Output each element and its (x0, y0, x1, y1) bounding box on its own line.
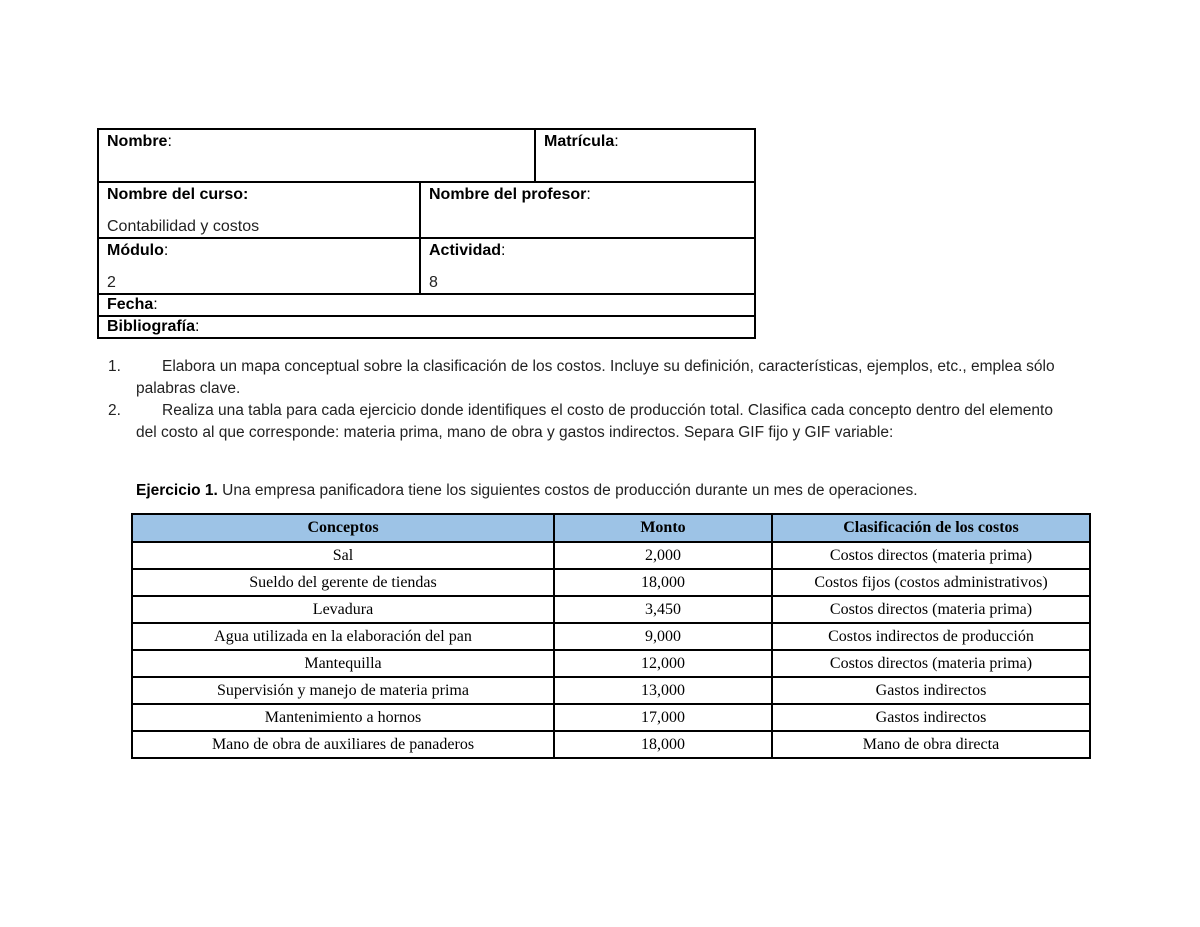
modulo-value: 2 (107, 274, 116, 291)
modulo-colon: : (163, 242, 169, 259)
exercise-intro (136, 482, 918, 500)
matricula-label: Matrícula (544, 133, 615, 150)
monto-cell: 18,000 (554, 569, 772, 596)
instruction-number: 2. (108, 402, 121, 419)
bibliografia-colon: : (195, 318, 200, 335)
instruction-text-line2: del costo al que corresponde: materia prima, mano de obra y gastos indirectos. Separa GIF fijo y GIF variable: (136, 424, 894, 441)
header-conceptos: Conceptos (132, 514, 554, 542)
concepto-cell: Agua utilizada en la elaboración del pan (132, 623, 554, 650)
info-row-name (98, 129, 755, 182)
table-row (132, 677, 1090, 704)
costs-header-row (132, 514, 1090, 542)
profesor-cell (420, 182, 755, 238)
actividad-label: Actividad (429, 242, 502, 259)
table-row (132, 596, 1090, 623)
header-monto: Monto (554, 514, 772, 542)
header-clasificacion: Clasificación de los costos (772, 514, 1090, 542)
info-row-course (98, 182, 755, 238)
matricula-cell (535, 129, 755, 182)
table-row (132, 569, 1090, 596)
instructions-list (108, 356, 1088, 444)
monto-cell: 12,000 (554, 650, 772, 677)
instruction-number: 1. (108, 358, 121, 375)
monto-cell: 9,000 (554, 623, 772, 650)
profesor-colon: : (586, 186, 591, 203)
student-info-table (97, 128, 756, 339)
clasificacion-cell: Gastos indirectos (772, 677, 1090, 704)
actividad-colon: : (501, 242, 506, 259)
table-row (132, 542, 1090, 569)
monto-cell: 17,000 (554, 704, 772, 731)
fecha-cell (98, 294, 755, 316)
actividad-value: 8 (429, 274, 438, 291)
clasificacion-cell: Costos directos (materia prima) (772, 650, 1090, 677)
matricula-colon: : (614, 133, 619, 150)
concepto-cell: Sal (132, 542, 554, 569)
curso-cell (98, 182, 420, 238)
clasificacion-cell: Costos directos (materia prima) (772, 596, 1090, 623)
instruction-text-line1 (136, 400, 1088, 422)
concepto-cell: Mantequilla (132, 650, 554, 677)
curso-label: Nombre del curso: (107, 186, 249, 203)
monto-cell: 3,450 (554, 596, 772, 623)
table-row (132, 623, 1090, 650)
instruction-item-1 (108, 356, 1088, 400)
clasificacion-cell: Costos directos (materia prima) (772, 542, 1090, 569)
concepto-cell: Sueldo del gerente de tiendas (132, 569, 554, 596)
costs-table (131, 513, 1091, 759)
nombre-label: Nombre (107, 133, 168, 150)
fecha-colon: : (153, 296, 158, 313)
profesor-label: Nombre del profesor (429, 186, 587, 203)
instruction-text-line1 (136, 356, 1088, 378)
instruction-text: Realiza una tabla para cada ejercicio donde identifiques el costo de producción total. Clasifica cada concepto dentro del elemento (162, 402, 1053, 419)
info-row-bibliografia (98, 316, 755, 338)
instruction-text-line2: palabras clave. (136, 380, 241, 397)
clasificacion-cell: Costos fijos (costos administrativos) (772, 569, 1090, 596)
clasificacion-cell: Costos indirectos de producción (772, 623, 1090, 650)
monto-cell: 2,000 (554, 542, 772, 569)
concepto-cell: Supervisión y manejo de materia prima (132, 677, 554, 704)
nombre-cell (98, 129, 535, 182)
table-row (132, 731, 1090, 758)
concepto-cell: Mantenimiento a hornos (132, 704, 554, 731)
curso-value: Contabilidad y costos (107, 218, 260, 235)
instruction-item-2 (108, 400, 1088, 444)
info-row-module (98, 238, 755, 294)
bibliografia-label: Bibliografía (107, 318, 196, 335)
instruction-text: Elabora un mapa conceptual sobre la clasificación de los costos. Incluye su definición, características, ejemplos, etc., emplea sólo (162, 358, 1055, 375)
info-row-fecha (98, 294, 755, 316)
table-row (132, 704, 1090, 731)
bibliografia-cell (98, 316, 755, 338)
monto-cell: 18,000 (554, 731, 772, 758)
exercise-text: Una empresa panificadora tiene los siguientes costos de producción durante un mes de operaciones. (222, 482, 918, 499)
actividad-cell (420, 238, 755, 294)
clasificacion-cell: Mano de obra directa (772, 731, 1090, 758)
table-row (132, 650, 1090, 677)
monto-cell: 13,000 (554, 677, 772, 704)
exercise-label: Ejercicio 1. (136, 482, 218, 499)
modulo-cell (98, 238, 420, 294)
nombre-colon: : (167, 133, 172, 150)
modulo-label: Módulo (107, 242, 164, 259)
clasificacion-cell: Gastos indirectos (772, 704, 1090, 731)
fecha-label: Fecha (107, 296, 154, 313)
concepto-cell: Mano de obra de auxiliares de panaderos (132, 731, 554, 758)
concepto-cell: Levadura (132, 596, 554, 623)
